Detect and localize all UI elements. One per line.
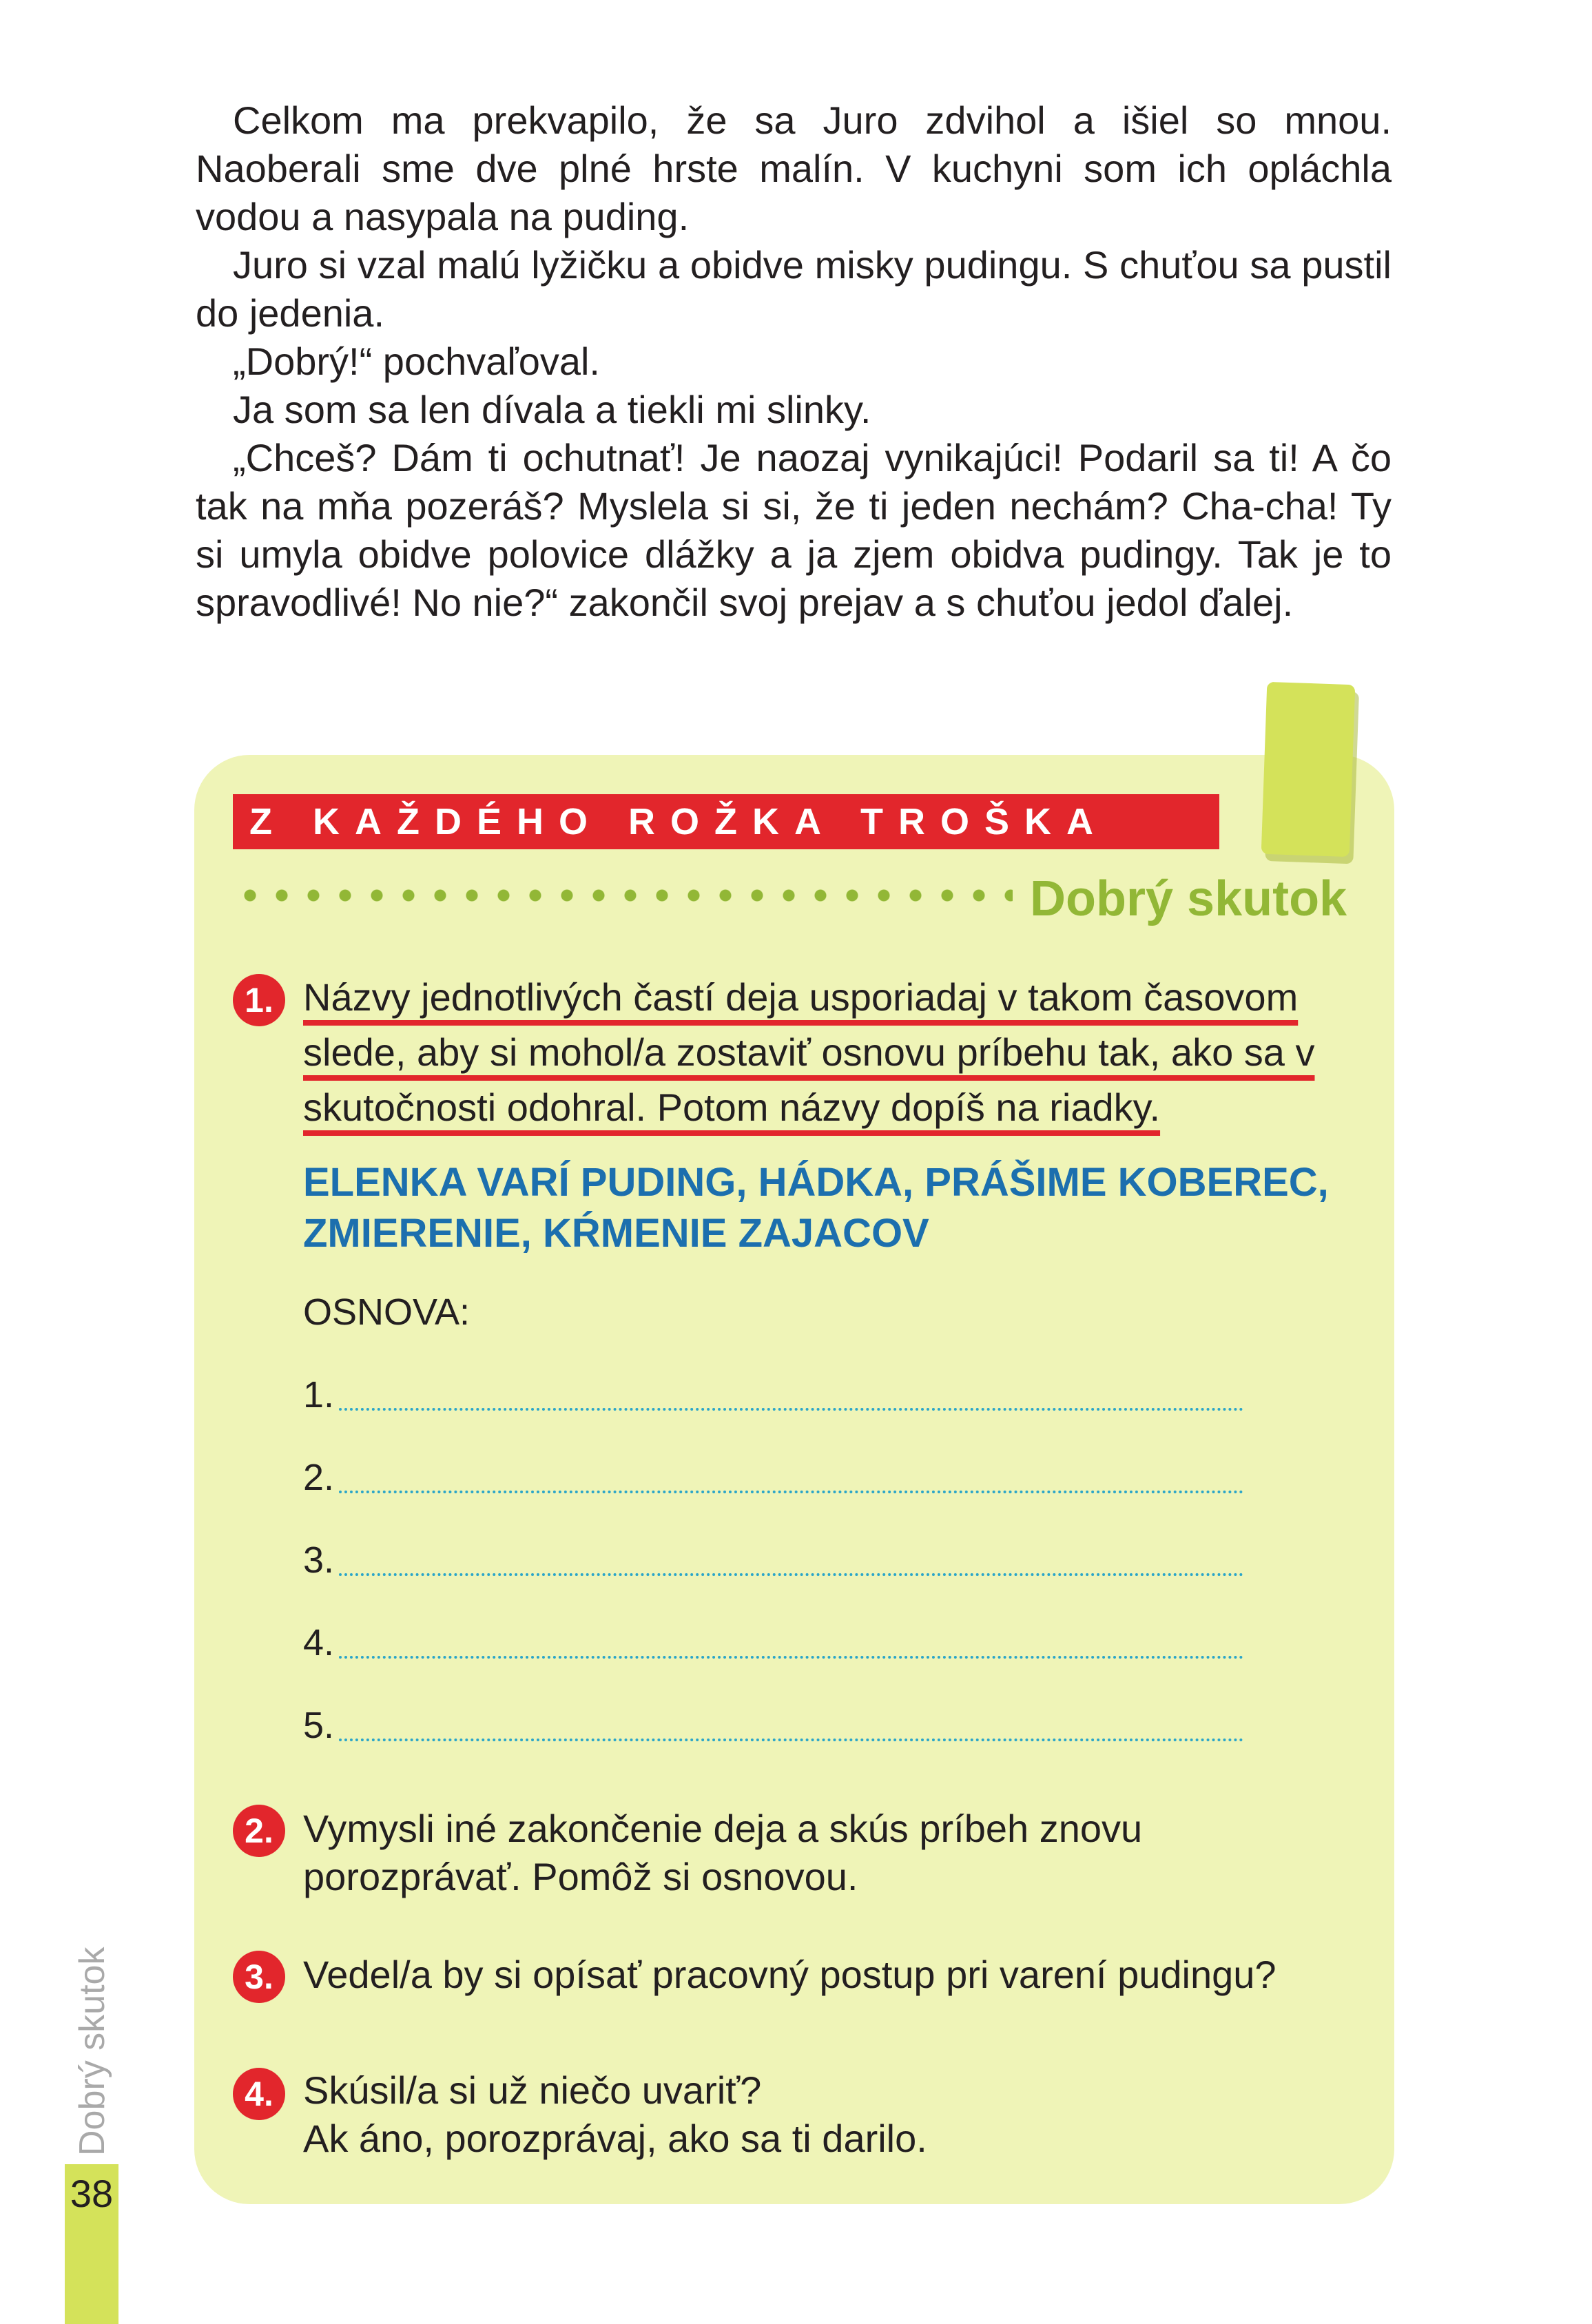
section-label: Z KAŽDÉHO ROŽKA TROŠKA [233, 794, 1219, 849]
task-2-text: Vymysli iné zakončenie deja a skús príbeh znovu porozprávať. Pomôž si osnovou. [303, 1807, 1143, 1898]
panel-title: Dobrý skutok [1030, 871, 1347, 926]
task-4-line-1: Skúsil/a si už niečo uvariť? [303, 2068, 762, 2112]
task-1-instruction: Názvy jednotlivých častí deja usporiadaj v takom časovom slede, aby si mohol/a zostaviť osnovu príbehu tak, ako sa v skutočnosti odohral. Potom názvy dopíš na riadky. [303, 975, 1315, 1129]
osnova-label: OSNOVA: [303, 1291, 471, 1333]
task-4-text [303, 2066, 1378, 2163]
page-number: 38 [70, 2172, 114, 2215]
osnova-line-1-blank[interactable] [339, 1408, 1243, 1411]
story-paragraph-4: Ja som sa len dívala a tiekli mi slinky. [233, 388, 871, 431]
osnova-line-4[interactable] [303, 1619, 1243, 1667]
task-4-badge: 4. [233, 2068, 285, 2120]
task-2-badge: 2. [233, 1805, 285, 1857]
osnova-line-1[interactable] [303, 1371, 1243, 1419]
osnova-line-3-blank[interactable] [339, 1573, 1243, 1576]
story-text [196, 96, 1392, 627]
chapter-side-label: Dobrý skutok [72, 1947, 112, 2156]
osnova-line-3[interactable] [303, 1536, 1243, 1584]
story-paragraph-5: „Chceš? Dám ti ochutnať! Je naozaj vynikajúci! Podaril sa ti! A čo tak na mňa pozeráš? Myslela si si, že ti jeden nechám? Cha-cha! Ty si umyla obidve polovice dlážky a ja zjem obidva pudingy. Tak je to spravodlivé! No nie?“ zakončil svoj prejav a s chuťou jedol ďalej. [196, 436, 1392, 624]
story-paragraph-1: Celkom ma prekvapilo, že sa Juro zdvihol a išiel so mnou. Naoberali sme dve plné hrste malín. V kuchyni som ich opláchla vodou a nasypala na puding. [196, 98, 1392, 238]
osnova-line-4-blank[interactable] [339, 1656, 1243, 1659]
task-1-badge: 1. [233, 974, 285, 1026]
osnova-line-5-number: 5. [303, 1705, 335, 1746]
osnova-line-2-number: 2. [303, 1457, 335, 1498]
osnova-line-3-number: 3. [303, 1539, 335, 1581]
task-4-line-2: Ak áno, porozprávaj, ako sa ti darilo. [303, 2117, 927, 2160]
task-1-word-list: ELENKA VARÍ PUDING, HÁDKA, PRÁŠIME KOBEREC, ZMIERENIE, KŔMENIE ZAJACOV [303, 1160, 1329, 1256]
task-3-badge: 3. [233, 1951, 285, 2003]
story-paragraph-3: „Dobrý!“ pochvaľoval. [233, 340, 600, 383]
osnova-line-2[interactable] [303, 1453, 1243, 1502]
dotted-divider [234, 882, 1013, 909]
task-1-text [303, 970, 1378, 1135]
osnova-line-5[interactable] [303, 1701, 1243, 1750]
osnova-line-4-number: 4. [303, 1622, 335, 1663]
task-3-text: Vedel/a by si opísať pracovný postup pri varení pudingu? [303, 1953, 1276, 1996]
osnova-line-5-blank[interactable] [339, 1739, 1243, 1741]
story-paragraph-2: Juro si vzal malú lyžičku a obidve misky pudingu. S chuťou sa pustil do jedenia. [196, 243, 1392, 335]
sticky-note-decoration [1261, 682, 1356, 857]
osnova-line-2-blank[interactable] [339, 1491, 1243, 1493]
osnova-line-1-number: 1. [303, 1374, 335, 1415]
